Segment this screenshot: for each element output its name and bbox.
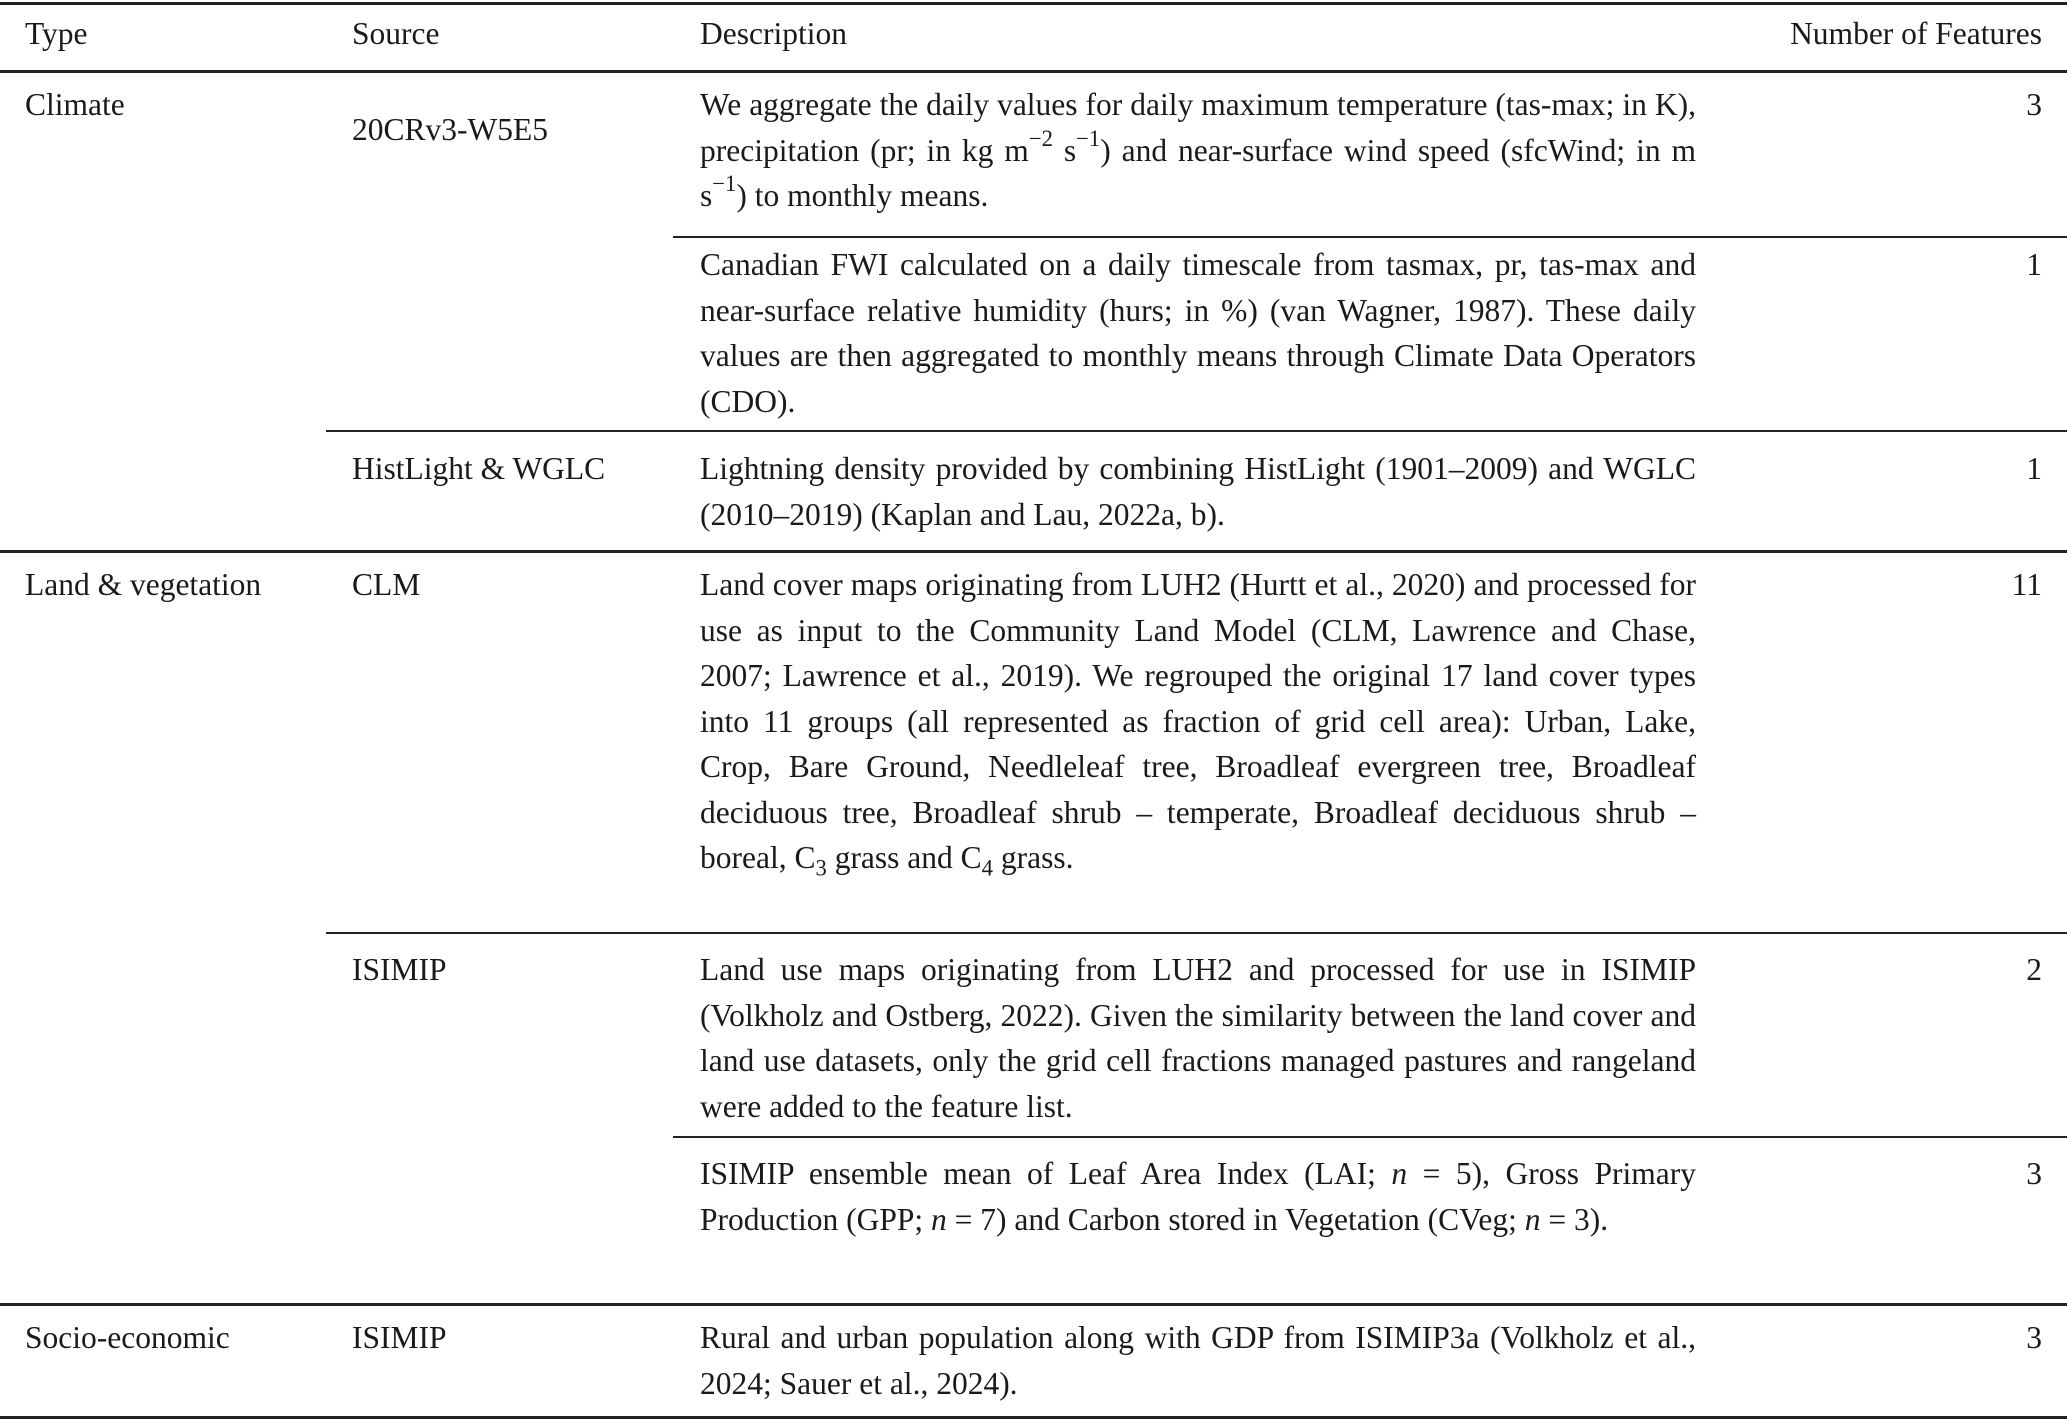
description-cell: Canadian FWI calculated on a daily timescale from tasmax, pr, tas-max and near-surface relative humidity (hurs; in %) (van Wagner, 1987). These daily values are then aggregated to monthly means through Climate Data Operators (CDO). [700, 247, 1696, 419]
table-bottom-rule [0, 1416, 2067, 1419]
number-cell: 3 [2026, 87, 2042, 122]
description-cell: We aggregate the daily values for daily maximum temperature (tas-max; in K), precipitation (pr; in kg $m^{-2}$ $s^{-1}$) and near-surface wind speed (sfcWind; in m $s^{-1}$) to monthly means. [700, 87, 1696, 213]
description-cell: Land use maps originating from LUH2 and processed for use in ISIMIP (Volkholz and Ostberg, 2022). Given the similarity between the land cover and land use datasets, only the grid cell fractions managed pastures and rangeland were added to the feature list. [700, 952, 1696, 1124]
source-cell: CLM [352, 567, 421, 602]
header-source: Source [352, 16, 440, 51]
table-top-rule [0, 2, 2067, 5]
number-cell: 2 [2026, 952, 2042, 987]
row-rule [326, 932, 2067, 934]
description-cell: Lightning density provided by combining HistLight (1901–2009) and WGLC (2010–2019) (Kaplan and Lau, 2022a, b). [700, 451, 1696, 532]
number-cell: 11 [2011, 567, 2042, 602]
type-cell: Land & vegetation [25, 567, 262, 602]
header-type: Type [25, 16, 88, 51]
row-rule [326, 430, 2067, 432]
description-cell: Rural and urban population along with GDP from ISIMIP3a (Volkholz et al., 2024; Sauer et al., 2024). [700, 1320, 1696, 1401]
header-number-of-features: Number of Features [1790, 16, 2042, 51]
type-cell: Climate [25, 87, 125, 122]
number-cell: 1 [2026, 247, 2042, 282]
header-description: Description [700, 16, 847, 51]
description-cell: Land cover maps originating from LUH2 (Hurtt et al., 2020) and processed for use as input to the Community Land Model (CLM, Lawrence and Chase, 2007; Lawrence et al., 2019). We regrouped the original 17 land cover types into 11 groups (all represented as fraction of grid cell area): Urban, Lake, Crop, Bare Ground, Needleleaf tree, Broadleaf evergreen tree, Broadleaf deciduous tree, Broadleaf shrub – temperate, Broadleaf deciduous shrub – boreal, $C_3$ grass and $C_4$ grass. [700, 567, 1696, 881]
number-cell: 3 [2026, 1320, 2042, 1355]
row-rule [673, 1136, 2067, 1138]
number-cell: 1 [2026, 451, 2042, 486]
number-cell: 3 [2026, 1156, 2042, 1191]
section-rule [0, 1303, 2067, 1306]
source-cell: ISIMIP [352, 952, 447, 987]
source-cell: ISIMIP [352, 1320, 447, 1355]
source-cell: 20CRv3-W5E5 [352, 112, 548, 147]
type-cell: Socio-economic [25, 1320, 230, 1355]
row-rule [673, 236, 2067, 238]
source-cell: HistLight & WGLC [352, 451, 606, 486]
header-rule [0, 70, 2067, 73]
description-cell: ISIMIP ensemble mean of Leaf Area Index (LAI; n = 5), Gross Primary Production (GPP; n = 7) and Carbon stored in Vegetation (CVeg; n = 3). [700, 1156, 1696, 1237]
section-rule [0, 550, 2067, 553]
